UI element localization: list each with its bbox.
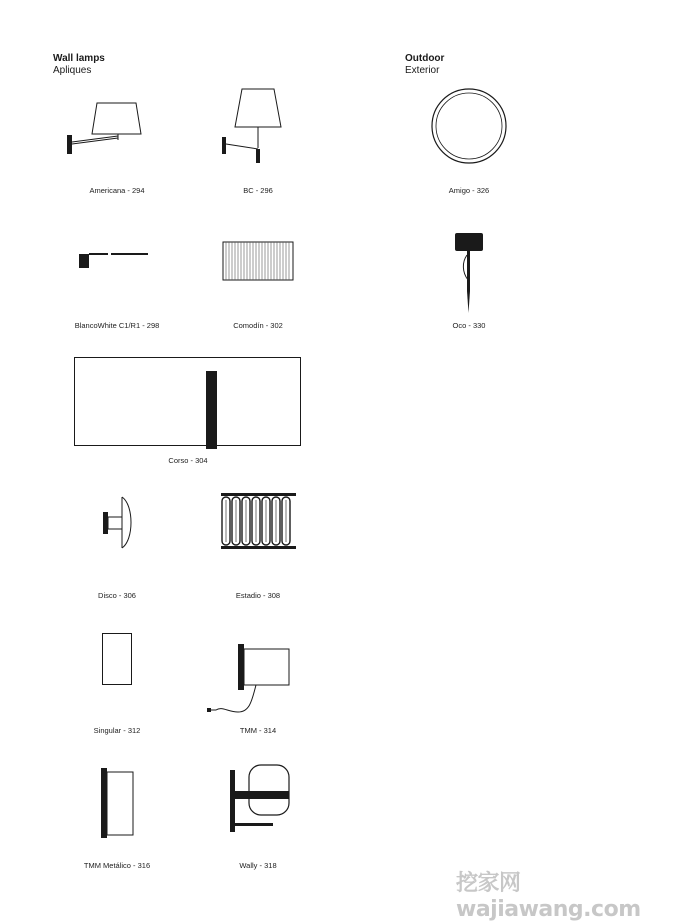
product-label: Corso - 304 xyxy=(168,456,208,465)
product-label: Amigo - 326 xyxy=(448,186,490,195)
product-label: Comodín - 302 xyxy=(233,321,283,330)
product-label: Oco - 330 xyxy=(452,321,486,330)
product-label: Wally - 318 xyxy=(239,861,277,870)
product-label: TMM - 314 xyxy=(239,726,277,735)
section-title: Outdoor xyxy=(405,53,445,64)
product-label: BlancoWhite C1/R1 - 298 xyxy=(74,321,160,330)
product-label: TMM Metálico - 316 xyxy=(83,861,151,870)
product-label: Americana - 294 xyxy=(89,186,145,195)
watermark: 挖家网 wajiawang.com xyxy=(456,871,641,922)
section-subtitle: Apliques xyxy=(53,65,92,76)
section-title: Wall lamps xyxy=(53,53,105,64)
product-label: Singular - 312 xyxy=(93,726,141,735)
product-label: Estadio - 308 xyxy=(235,591,281,600)
section-subtitle: Exterior xyxy=(405,65,440,76)
product-label: BC - 296 xyxy=(243,186,273,195)
product-label: Disco - 306 xyxy=(98,591,136,600)
